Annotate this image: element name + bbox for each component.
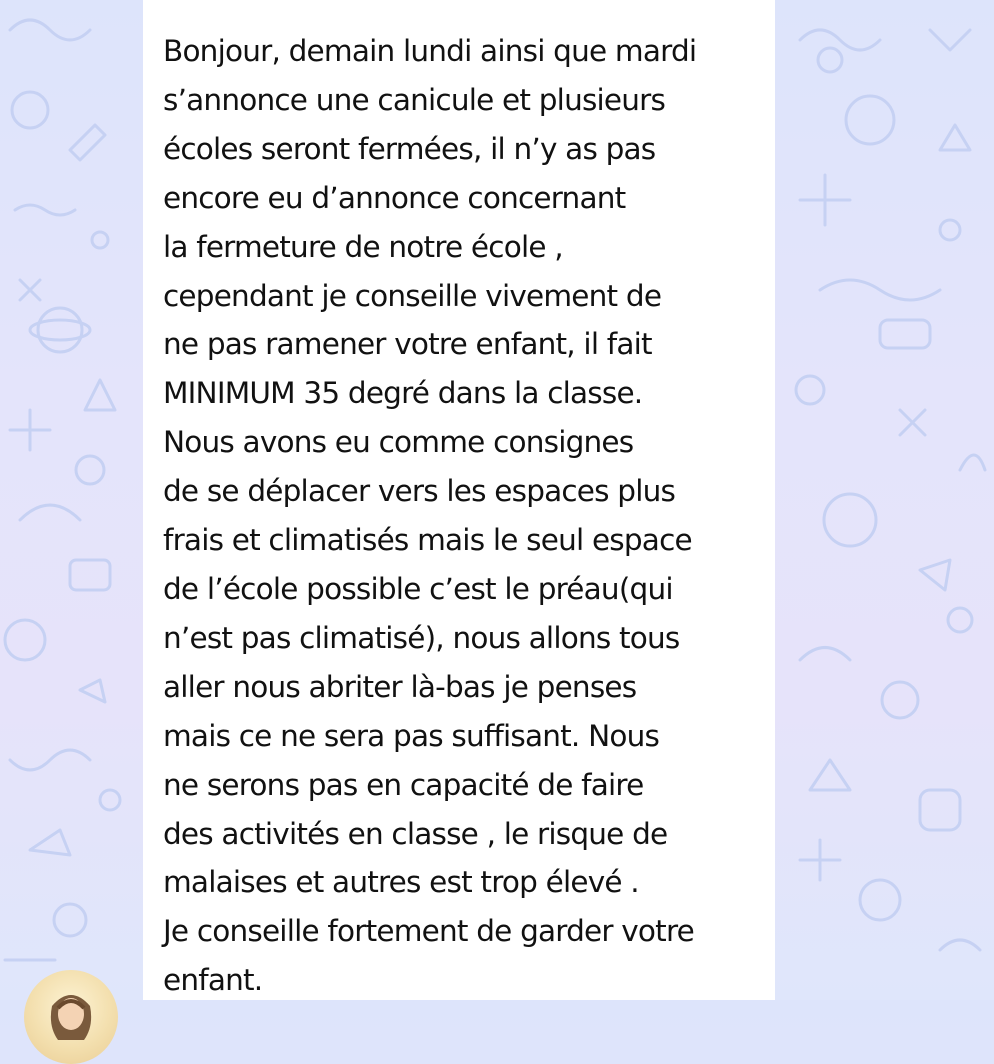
message-line: de se déplacer vers les espaces plus (163, 474, 676, 509)
message-line: des activités en classe , le risque de (163, 816, 668, 851)
message-line: s’annonce une canicule et plusieurs (163, 82, 666, 117)
message-line: Je conseille fortement de garder votre (163, 914, 694, 949)
message-line: cependant je conseille vivement de (163, 278, 662, 313)
message-line: de l’école possible c’est le préau(qui (163, 571, 673, 606)
message-line: écoles seront fermées, il n’y as pas (163, 131, 656, 166)
message-line: encore eu d’annonce concernant (163, 180, 626, 215)
message-line: Bonjour, demain lundi ainsi que mardi (163, 34, 697, 68)
message-line: malaises et autres est trop élevé . (163, 865, 639, 900)
sender-avatar[interactable] (24, 970, 118, 1064)
message-line: enfant. (163, 963, 263, 998)
message-line: Nous avons eu comme consignes (163, 425, 634, 460)
message-line: frais et climatisés mais le seul espace (163, 523, 692, 558)
message-line: n’est pas climatisé), nous allons tous (163, 620, 680, 655)
message-bubble[interactable] (143, 0, 775, 1000)
message-line: ne pas ramener votre enfant, il fait (163, 327, 652, 362)
message-line: aller nous abriter là-bas je penses (163, 669, 637, 704)
message-line: mais ce ne sera pas suffisant. Nous (163, 718, 660, 753)
person-avatar-icon (24, 970, 118, 1064)
message-line: ne serons pas en capacité de faire (163, 767, 644, 802)
message-line: la fermeture de notre école , (163, 229, 563, 264)
message-line: MINIMUM 35 degré dans la classe. (163, 376, 643, 411)
